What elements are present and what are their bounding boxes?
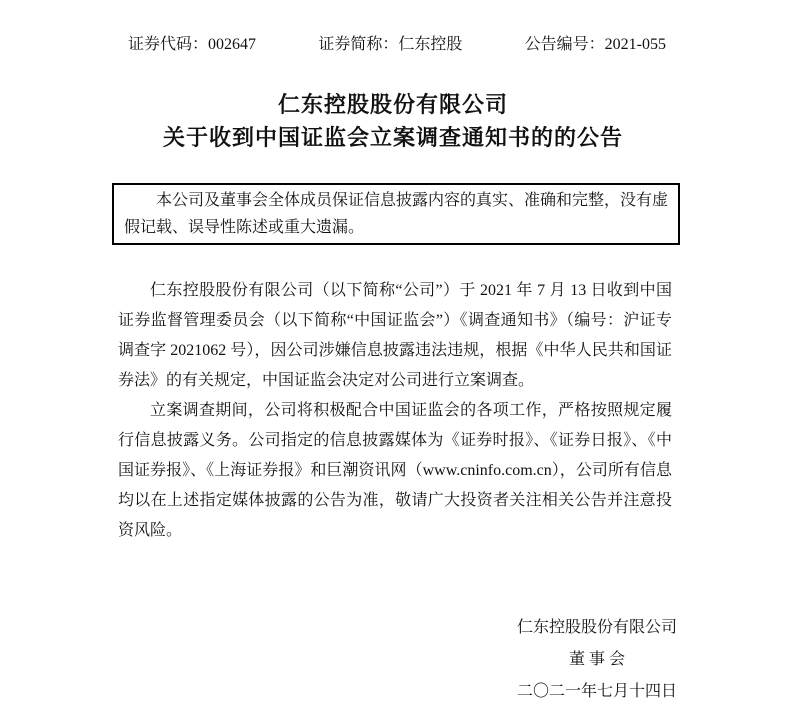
signature-company: 仁东控股股份有限公司 [516, 619, 677, 636]
stock-code-label: 证券代码： [128, 36, 209, 53]
signature-board: 董 事 会 [568, 651, 625, 668]
paragraph-investigation-notice: 仁东控股股份有限公司（以下简称“公司”）于 2021 年 7 月 13 日收到中国证券监督管理委员会（以下简称“中国证监会”）《调查通知书》（编号：沪证专调查字 2021062 号），因公司涉嫌信息披露违法违规，根据《中华人民共和国证券法》的有关规定，中国证监会决定对公司进行立案调查。 [118, 282, 672, 389]
announcement-number [525, 35, 666, 55]
securities-header [128, 35, 666, 55]
announcement-body [118, 276, 672, 546]
signature-date: 二〇二一年七月十四日 [516, 683, 677, 700]
stock-name-label: 证券简称： [318, 36, 399, 53]
disclosure-statement-text: 本公司及董事会全体成员保证信息披露内容的真实、准确和完整，没有虚假记载、误导性陈述或重大遗漏。 [124, 192, 669, 236]
stock-name-value: 仁东控股 [398, 36, 463, 53]
document-title-line1: 仁东控股股份有限公司 [277, 92, 508, 117]
announcement-number-value: 2021-055 [604, 36, 666, 53]
paragraph-investor-notice: 立案调查期间，公司将积极配合中国证监会的各项工作，严格按照规定履行信息披露义务。公司指定的信息披露媒体为《证券时报》、《证券日报》、《中国证券报》、《上海证券报》和巨潮资讯网（www.cninfo.com.cn），公司所有信息均以在上述指定媒体披露的公告为准，敬请广大投资者关注相关公告并注意投资风险。 [118, 402, 672, 539]
stock-name [318, 35, 462, 55]
stock-code-value: 002647 [208, 36, 257, 53]
document-title [0, 88, 786, 154]
disclosure-statement-box [112, 183, 680, 245]
signature-block [517, 612, 677, 708]
stock-code [128, 35, 256, 55]
announcement-number-label: 公告编号： [524, 36, 605, 53]
document-title-line2: 关于收到中国证监会立案调查通知书的的公告 [162, 125, 623, 150]
